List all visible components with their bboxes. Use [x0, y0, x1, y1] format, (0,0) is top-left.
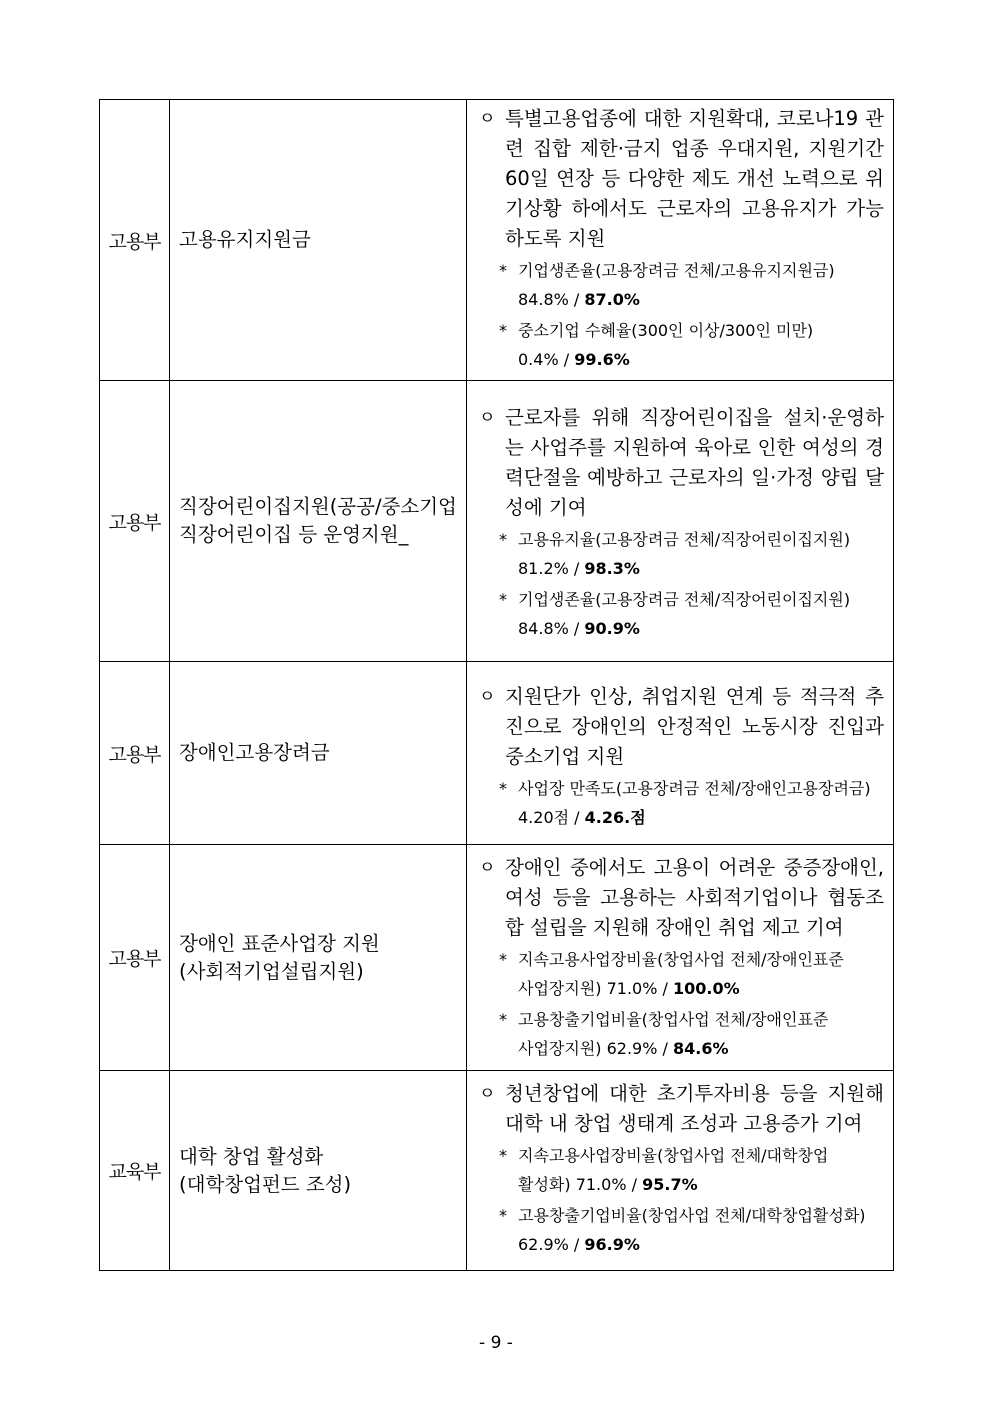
- asterisk-icon: *: [499, 1206, 507, 1225]
- description-text: 근로자를 위해 직장어린이집을 설치·운영하는 사업주를 지원하여 육아로 인한 여성의 경력단절을 예방하고 근로자의 일·가정 양립 달성에 기여: [505, 406, 884, 519]
- note-highlight: 84.6%: [673, 1039, 729, 1058]
- note-label: 고용창출기업비율(창업사업 전체/장애인표준: [518, 1010, 829, 1029]
- program-name: (사회적기업설립지원): [179, 959, 364, 983]
- note-value: 62.9% /: [518, 1235, 585, 1254]
- program-name: 직장어린이집지원(공공/중소기업: [179, 495, 457, 518]
- description-item: [479, 104, 884, 254]
- note-item: [499, 1005, 884, 1063]
- note-value: 0.4% /: [518, 350, 575, 369]
- policy-table: [99, 99, 894, 1271]
- note-item: [499, 585, 884, 643]
- description-text: 지원단가 인상, 취업지원 연계 등 적극적 추진으로 장애인의 안정적인 노동시장 진입과 중소기업 지원: [505, 685, 884, 768]
- program-cell: [170, 845, 467, 1071]
- note-item: [499, 256, 884, 314]
- note-highlight: 99.6%: [574, 350, 630, 369]
- asterisk-icon: *: [499, 1010, 507, 1029]
- asterisk-icon: *: [499, 1146, 507, 1165]
- description-text: 장애인 중에서도 고용이 어려운 중증장애인, 여성 등을 고용하는 사회적기업이나 협동조합 설립을 지원해 장애인 취업 제고 기여: [505, 856, 884, 939]
- note-label: 사업장 만족도(고용장려금 전체/장애인고용장려금): [518, 779, 871, 798]
- note-value: 84.8% /: [518, 619, 585, 638]
- ministry-cell: 고용부: [100, 381, 170, 662]
- bullet-icon: ㅇ: [479, 1084, 496, 1104]
- bullet-icon: ㅇ: [479, 408, 496, 428]
- table-row: [100, 662, 894, 845]
- description-item: [479, 682, 884, 772]
- program-cell: [170, 381, 467, 662]
- description-text: 청년창업에 대한 초기투자비용 등을 지원해 대학 내 창업 생태계 조성과 고용증가 기여: [505, 1082, 884, 1135]
- note-value: 활성화) 71.0% /: [518, 1175, 643, 1194]
- note-item: [499, 945, 884, 1003]
- program-cell: [170, 1071, 467, 1271]
- bullet-icon: ㅇ: [479, 858, 496, 878]
- page-number: - 9 -: [479, 1333, 513, 1353]
- description-cell: [467, 845, 894, 1071]
- table-row: [100, 381, 894, 662]
- description-cell: [467, 662, 894, 845]
- asterisk-icon: *: [499, 261, 507, 280]
- description-item: [479, 403, 884, 523]
- bullet-icon: ㅇ: [479, 687, 496, 707]
- note-highlight: 95.7%: [642, 1175, 698, 1194]
- note-item: [499, 774, 884, 832]
- program-name: 장애인 표준사업장 지원: [179, 931, 380, 955]
- note-highlight: 96.9%: [584, 1235, 640, 1254]
- program-cell: [170, 100, 467, 381]
- note-highlight: 87.0%: [584, 290, 640, 309]
- note-label: 지속고용사업장비율(창업사업 전체/장애인표준: [518, 950, 844, 969]
- note-label: 고용창출기업비율(창업사업 전체/대학창업활성화): [518, 1206, 866, 1225]
- note-label: 고용유지율(고용장려금 전체/직장어린이집지원): [518, 530, 851, 549]
- note-value: 84.8% /: [518, 290, 585, 309]
- bullet-icon: ㅇ: [479, 109, 496, 129]
- note-value: 사업장지원) 62.9% /: [518, 1039, 673, 1058]
- note-highlight: 98.3%: [584, 559, 640, 578]
- ministry-cell: 고용부: [100, 845, 170, 1071]
- program-name: 직장어린이집 등 운영지원_: [179, 523, 409, 546]
- note-label: 기업생존율(고용장려금 전체/직장어린이집지원): [518, 590, 851, 609]
- program-name: 대학 창업 활성화: [179, 1144, 324, 1168]
- note-highlight: 90.9%: [584, 619, 640, 638]
- table-row: [100, 100, 894, 381]
- note-value: 4.20점 /: [518, 808, 585, 827]
- note-item: [499, 316, 884, 374]
- table-row: [100, 845, 894, 1071]
- asterisk-icon: *: [499, 321, 507, 340]
- asterisk-icon: *: [499, 779, 507, 798]
- note-item: [499, 525, 884, 583]
- description-cell: [467, 100, 894, 381]
- table-row: [100, 1071, 894, 1271]
- program-cell: [170, 662, 467, 845]
- ministry-cell: 고용부: [100, 662, 170, 845]
- note-value: 81.2% /: [518, 559, 585, 578]
- program-name: 고용유지지원금: [179, 228, 311, 251]
- note-item: [499, 1141, 884, 1199]
- note-item: [499, 1201, 884, 1259]
- ministry-cell: 교육부: [100, 1071, 170, 1271]
- description-text: 특별고용업종에 대한 지원확대, 코로나19 관련 집합 제한·금지 업종 우대지원, 지원기간 60일 연장 등 다양한 제도 개선 노력으로 위기상황 하에서도 근로자의 고용유지가 가능하도록 지원: [505, 107, 884, 250]
- note-label: 중소기업 수혜율(300인 이상/300인 미만): [518, 321, 814, 340]
- ministry-cell: 고용부: [100, 100, 170, 381]
- description-cell: [467, 381, 894, 662]
- note-label: 지속고용사업장비율(창업사업 전체/대학창업: [518, 1146, 829, 1165]
- description-cell: [467, 1071, 894, 1271]
- note-highlight: 100.0%: [673, 979, 740, 998]
- description-item: [479, 853, 884, 943]
- asterisk-icon: *: [499, 590, 507, 609]
- note-label: 기업생존율(고용장려금 전체/고용유지지원금): [518, 261, 835, 280]
- asterisk-icon: *: [499, 530, 507, 549]
- note-highlight: 4.26.점: [584, 808, 646, 827]
- program-name: (대학창업펀드 조성): [179, 1172, 352, 1196]
- note-value: 사업장지원) 71.0% /: [518, 979, 673, 998]
- program-name: 장애인고용장려금: [179, 741, 330, 764]
- description-item: [479, 1079, 884, 1139]
- asterisk-icon: *: [499, 950, 507, 969]
